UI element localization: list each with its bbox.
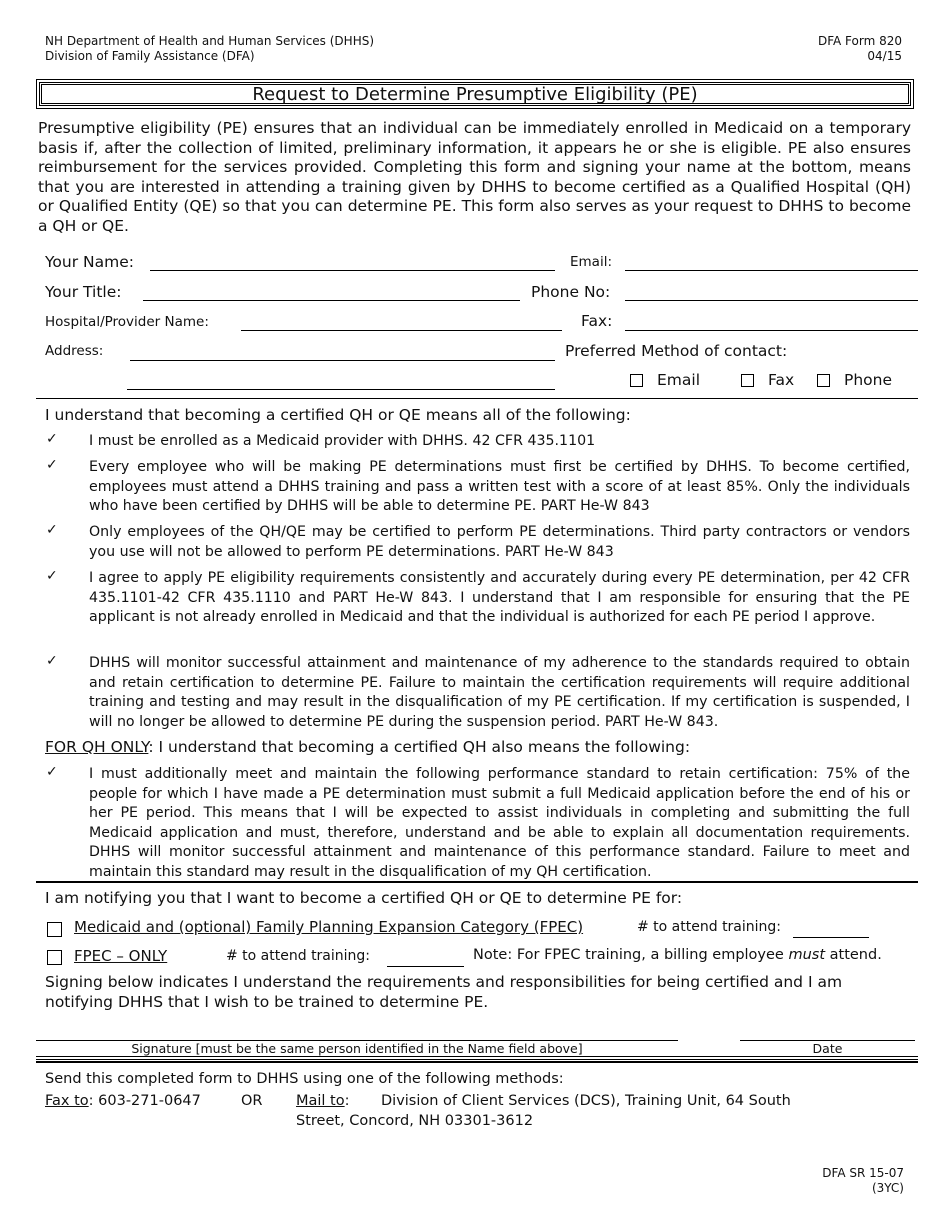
hospital-label: Hospital/Provider Name: (45, 314, 209, 330)
billing-note-end: attend. (825, 947, 882, 963)
fax-label: Fax: (581, 312, 613, 330)
requirement-item: I must be enrolled as a Medicaid provider with DHHS. 42 CFR 435.1101 (89, 433, 596, 449)
attend-label-1: # to attend training: (637, 919, 782, 935)
footer-code (822, 1166, 904, 1196)
check-mark-icon: ✓ (46, 431, 58, 447)
qh-only-heading (45, 738, 690, 756)
requirement-item: Every employee who will be making PE determinations must first be certified by DHHS. To become certified, employees must attend a DHHS training and pass a written test with a score of at least 85%. Only the individuals who have been certified by DHHS will be able to determine PE. PART He-W 843 (89, 459, 910, 514)
address-label: Address: (45, 343, 104, 359)
section-divider (36, 881, 918, 883)
notify-heading: I am notifying you that I want to become a certified QH or QE to determine PE for: (45, 889, 683, 907)
medicaid-fpec-label: Medicaid and (optional) Family Planning Expansion Category (FPEC) (74, 918, 584, 936)
contact-email-checkbox[interactable] (630, 374, 643, 387)
signature-label: Signature [must be the same person identified in the Name field above] (131, 1041, 583, 1056)
title-field[interactable] (143, 300, 520, 301)
fax-to-label: Fax to (45, 1093, 89, 1109)
footer-sub-line: (3YC) (871, 1181, 904, 1195)
mail-to-label: Mail to (296, 1093, 345, 1109)
contact-email-label: Email (657, 371, 701, 389)
footer-code-line: DFA SR 15-07 (822, 1166, 904, 1180)
contact-phone-checkbox[interactable] (817, 374, 830, 387)
attend-label-2: # to attend training: (226, 948, 371, 964)
qh-only-label: FOR QH ONLY (45, 738, 149, 756)
mail-to-colon: : (344, 1093, 350, 1109)
fpec-only-checkbox[interactable] (47, 950, 62, 965)
page-title-box (36, 79, 914, 109)
contact-fax-checkbox[interactable] (741, 374, 754, 387)
intro-paragraph: Presumptive eligibility (PE) ensures that an individual can be immediately enrolled in Medicaid on a temporary basis if, after the collection of limited, preliminary information, it appears he or she is eligible. PE also ensures reimbursement for the services provided. Completing this form and signing your name at the bottom, means that you are interested in attending a training given by DHHS to become certified as a Qualified Hospital (QH) or Qualified Entity (QE) so that you can determine PE. This form also serves as your request to DHHS to become a QH or QE. (38, 119, 911, 235)
check-mark-icon: ✓ (46, 522, 58, 538)
fpec-only-label: FPEC – ONLY (74, 947, 168, 965)
check-mark-icon: ✓ (46, 653, 58, 669)
understand-heading: I understand that becoming a certified QH or QE means all of the following: (45, 406, 631, 424)
section-divider (36, 398, 918, 399)
division-name: Division of Family Assistance (DFA) (45, 49, 255, 63)
mail-to (296, 1093, 350, 1109)
department-name: NH Department of Health and Human Services (DHHS) (45, 34, 375, 48)
title-label: Your Title: (45, 283, 122, 301)
contact-fax-label: Fax (768, 371, 795, 389)
fax-number: : 603-271-0647 (88, 1093, 201, 1109)
attend-count-field-1[interactable] (793, 937, 869, 938)
email-label: Email: (570, 254, 613, 270)
billing-note-emphasis: must (788, 947, 826, 963)
phone-field[interactable] (625, 300, 918, 301)
mail-address-line1: Division of Client Services (DCS), Training Unit, 64 South (381, 1093, 791, 1109)
medicaid-fpec-checkbox[interactable] (47, 922, 62, 937)
billing-note-text: Note: For FPEC training, a billing employee (473, 947, 789, 963)
check-mark-icon: ✓ (46, 764, 58, 780)
address-field-line2[interactable] (127, 389, 555, 390)
mail-address-line2: Street, Concord, NH 03301-3612 (296, 1113, 534, 1129)
preferred-contact-label: Preferred Method of contact: (565, 342, 788, 360)
requirement-item: DHHS will monitor successful attainment and maintenance of my adherence to the standards required to obtain and retain certification to determine PE. Failure to maintain the certification requirements will require additional training and testing and may result in the disqualification of my PE certification. If my certification is suspended, I will no longer be allowed to determine PE during the suspension period. PART He-W 843. (89, 655, 910, 730)
hospital-field[interactable] (241, 330, 562, 331)
email-field[interactable] (625, 270, 918, 271)
attend-count-field-2[interactable] (387, 966, 464, 967)
fax-instruction (45, 1093, 201, 1109)
department-header (45, 34, 374, 64)
requirement-item: I agree to apply PE eligibility requirements consistently and accurately during every PE determination, per 42 CFR 435.1101-42 CFR 435.1110 and PART He-W 843. I understand that I am responsible for ensuring that the PE applicant is not already enrolled in Medicaid and that the individual is authorized for each PE period I approve. (89, 570, 910, 625)
page-title: Request to Determine Presumptive Eligibility (PE) (252, 83, 698, 105)
fax-field[interactable] (625, 330, 918, 331)
signing-statement: Signing below indicates I understand the requirements and responsibilities for being certified and I am notifying DHHS that I wish to be trained to determine PE. (45, 973, 843, 1011)
contact-phone-label: Phone (844, 371, 893, 389)
name-field[interactable] (150, 270, 555, 271)
qh-requirement-item: I must additionally meet and maintain the following performance standard to retain certification: 75% of the people for which I have made a PE determination must submit a full Medicaid application before the end of his or her PE period. This means that I will be expected to assist individuals in completing and submitting the full Medicaid application and must, therefore, understand and be able to explain all documentation requirements. DHHS will monitor successful attainment and maintenance of this performance standard. Failure to meet and maintain this standard may result in the disqualification of my QH certification. (89, 766, 910, 880)
date-label: Date (812, 1041, 843, 1056)
check-mark-icon: ✓ (46, 457, 58, 473)
form-id-header (818, 34, 902, 64)
signature-bottom-rule-2 (36, 1061, 918, 1063)
address-field-line1[interactable] (130, 360, 555, 361)
billing-note (473, 947, 882, 963)
name-label: Your Name: (45, 253, 134, 271)
send-heading: Send this completed form to DHHS using one of the following methods: (45, 1071, 564, 1087)
or-text: OR (241, 1093, 263, 1109)
form-date: 04/15 (867, 49, 902, 63)
qh-only-text: : I understand that becoming a certified QH also means the following: (148, 738, 691, 756)
form-number: DFA Form 820 (817, 34, 902, 48)
requirement-item: Only employees of the QH/QE may be certified to perform PE determinations. Third party contractors or vendors you use will not be allowed to perform PE determinations. PART He-W 843 (89, 524, 910, 560)
phone-label: Phone No: (531, 283, 611, 301)
check-mark-icon: ✓ (46, 568, 58, 584)
signature-bottom-rule (36, 1056, 918, 1060)
